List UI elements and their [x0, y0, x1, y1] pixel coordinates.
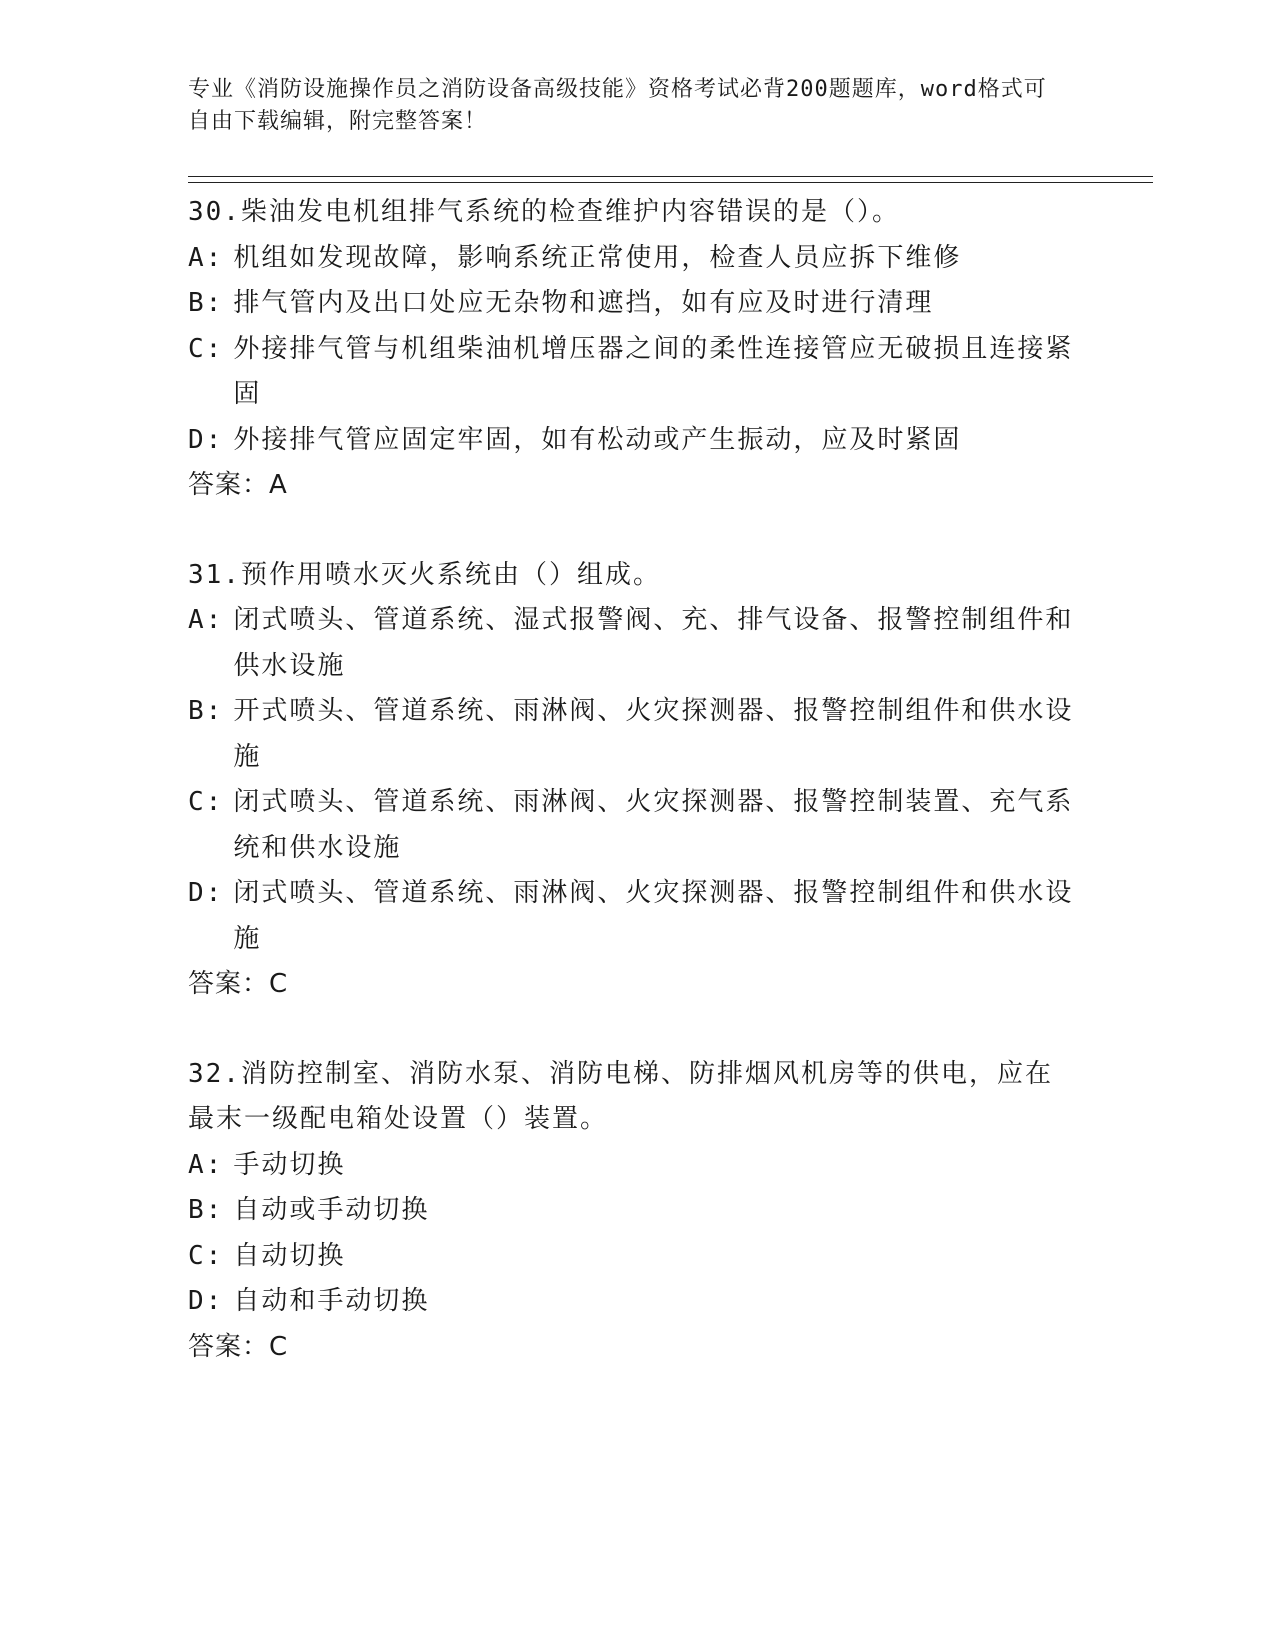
- option-key: C: [188, 787, 206, 817]
- question-number: 30.: [188, 197, 241, 227]
- option-key: D: [188, 1286, 206, 1316]
- question-31: [188, 553, 1078, 1008]
- question-30: [188, 190, 1078, 509]
- option-b: [188, 281, 1078, 327]
- option-text: 外接排气管与机组柴油机增压器之间的柔性连接管应无破损且连接紧固: [233, 333, 1074, 409]
- answer-line: [188, 463, 1078, 509]
- option-a: [188, 236, 1078, 282]
- answer-label: 答案：: [188, 1331, 270, 1362]
- option-b: [188, 689, 1078, 780]
- question-number: 31.: [188, 559, 241, 590]
- question-number: 32.: [188, 1058, 241, 1089]
- option-key: C: [188, 333, 206, 364]
- option-separator: :: [205, 696, 224, 726]
- option-separator: :: [205, 878, 224, 908]
- option-a: [188, 598, 1078, 689]
- question-stem: [188, 190, 1078, 236]
- option-text: 自动和手动切换: [233, 1286, 430, 1316]
- option-separator: :: [205, 1149, 224, 1180]
- option-d: [188, 418, 1078, 464]
- option-key: B: [188, 696, 206, 726]
- option-key: A: [188, 1149, 206, 1180]
- question-list: [188, 190, 1078, 1414]
- option-c: [188, 780, 1078, 871]
- option-c: [188, 327, 1078, 418]
- option-a: [188, 1143, 1078, 1189]
- option-text: 手动切换: [233, 1149, 346, 1180]
- option-d: [188, 1279, 1078, 1325]
- question-text: 消防控制室、消防水泵、消防电梯、防排烟风机房等的供电，应在最末一级配电箱处设置（）装置。: [188, 1058, 1053, 1134]
- option-key: D: [188, 878, 206, 908]
- answer-value: A: [269, 470, 288, 500]
- header-divider-top: [188, 176, 1153, 177]
- option-key: B: [188, 1195, 206, 1225]
- option-text: 闭式喷头、管道系统、湿式报警阀、充、排气设备、报警控制组件和供水设施: [233, 605, 1074, 681]
- option-separator: :: [205, 333, 224, 364]
- answer-line: [188, 962, 1078, 1008]
- option-text: 机组如发现故障，影响系统正常使用，检查人员应拆下维修: [233, 242, 962, 273]
- option-b: [188, 1188, 1078, 1234]
- question-32: [188, 1052, 1078, 1371]
- option-separator: :: [205, 1286, 224, 1316]
- option-separator: :: [205, 605, 224, 635]
- option-text: 开式喷头、管道系统、雨淋阀、火灾探测器、报警控制组件和供水设施: [233, 696, 1074, 772]
- option-text: 自动或手动切换: [233, 1195, 430, 1225]
- option-separator: :: [205, 288, 224, 318]
- answer-line: [188, 1325, 1078, 1371]
- answer-value: C: [269, 1331, 289, 1362]
- option-text: 自动切换: [233, 1240, 346, 1271]
- question-text: 预作用喷水灭火系统由（）组成。: [240, 559, 661, 590]
- question-text: 柴油发电机组排气系统的检查维护内容错误的是（）。: [240, 197, 900, 227]
- option-separator: :: [205, 1195, 224, 1225]
- option-key: A: [188, 605, 206, 635]
- answer-label: 答案：: [188, 969, 270, 999]
- option-key: C: [188, 1240, 206, 1271]
- option-text: 闭式喷头、管道系统、雨淋阀、火灾探测器、报警控制装置、充气系统和供水设施: [233, 787, 1074, 863]
- option-c: [188, 1234, 1078, 1280]
- option-text: 外接排气管应固定牢固，如有松动或产生振动，应及时紧固: [233, 424, 962, 455]
- option-separator: :: [205, 787, 224, 817]
- header-divider-bottom: [188, 182, 1153, 183]
- option-d: [188, 871, 1078, 962]
- document-header: 专业《消防设施操作员之消防设备高级技能》资格考试必背200题题库，word格式可自由下载编辑，附完整答案！: [188, 77, 1047, 134]
- option-text: 闭式喷头、管道系统、雨淋阀、火灾探测器、报警控制组件和供水设施: [233, 878, 1074, 954]
- option-separator: :: [205, 242, 224, 273]
- question-stem: [188, 553, 1078, 599]
- option-text: 排气管内及出口处应无杂物和遮挡，如有应及时进行清理: [233, 288, 934, 318]
- option-key: A: [188, 242, 206, 273]
- option-separator: :: [205, 1240, 224, 1271]
- answer-label: 答案：: [188, 470, 270, 500]
- answer-value: C: [269, 969, 289, 999]
- option-separator: :: [205, 424, 224, 455]
- option-key: D: [188, 424, 206, 455]
- option-key: B: [188, 288, 206, 318]
- question-stem: [188, 1052, 1078, 1143]
